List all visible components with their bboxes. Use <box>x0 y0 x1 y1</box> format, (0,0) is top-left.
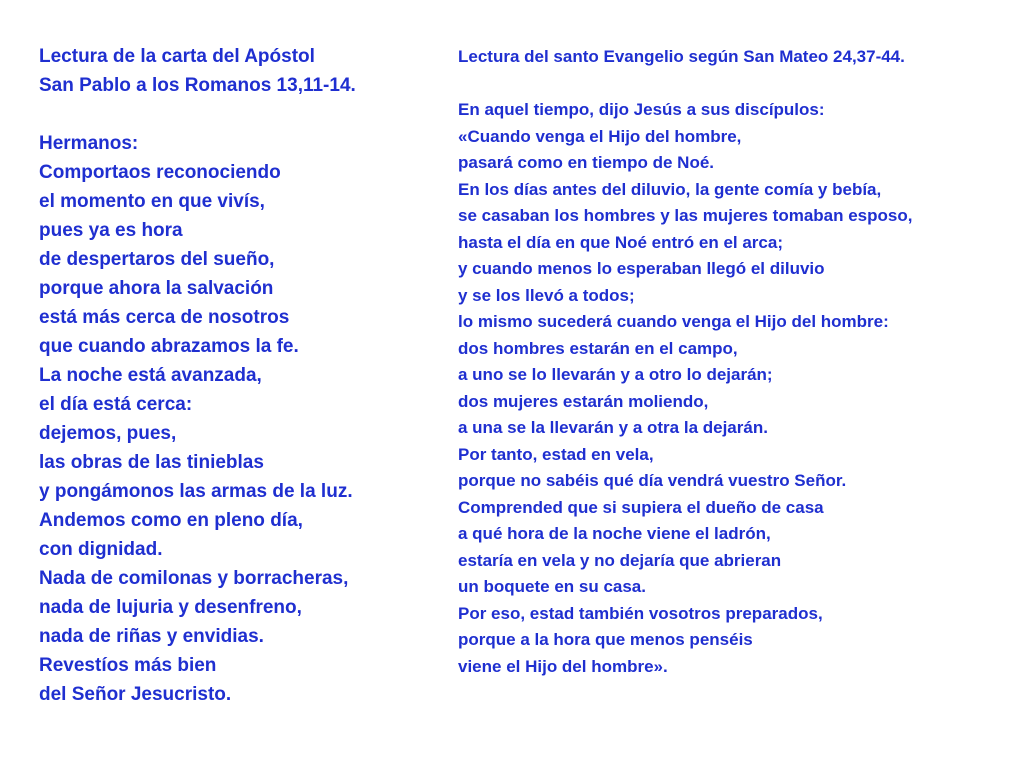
epistle-line: nada de riñas y envidias. <box>39 626 264 647</box>
epistle-line: el momento en que vivís, <box>39 191 265 212</box>
gospel-line: un boquete en su casa. <box>458 577 646 596</box>
gospel-line: estaría en vela y no dejaría que abrieran <box>458 550 782 570</box>
epistle-line: Nada de comilonas y borracheras, <box>39 568 349 589</box>
epistle-line: que cuando abrazamos la fe. <box>39 336 299 357</box>
epistle-line: y pongámonos las armas de la luz. <box>39 481 353 502</box>
gospel-line: y se los llevó a todos; <box>458 285 635 305</box>
epistle-body <box>39 129 439 709</box>
epistle-line: Comportaos reconociendo <box>39 162 281 183</box>
epistle-title-line: Lectura de la carta del Apóstol <box>39 46 315 67</box>
epistle-title <box>39 42 439 100</box>
epistle-line: Andemos como en pleno día, <box>39 510 303 531</box>
gospel-line: y cuando menos lo esperaban llegó el diluvio <box>458 259 825 278</box>
gospel-line: «Cuando venga el Hijo del hombre, <box>458 126 742 146</box>
gospel-line: se casaban los hombres y las mujeres tomaban esposo, <box>458 206 913 225</box>
gospel-line: lo mismo sucederá cuando venga el Hijo del hombre: <box>458 312 889 331</box>
gospel-line: pasará como en tiempo de Noé. <box>458 153 715 172</box>
epistle-line: está más cerca de nosotros <box>39 307 290 328</box>
gospel-line: dos hombres estarán en el campo, <box>458 338 738 358</box>
gospel-line: a uno se lo llevarán y a otro lo dejarán; <box>458 365 773 384</box>
gospel-line: a una se la llevarán y a otra la dejarán. <box>458 418 768 437</box>
gospel-line: hasta el día en que Noé entró en el arca; <box>458 232 783 252</box>
gospel-line: Por tanto, estad en vela, <box>458 444 654 464</box>
epistle-line: nada de lujuria y desenfreno, <box>39 597 302 618</box>
gospel-reading <box>458 44 1018 680</box>
epistle-line: el día está cerca: <box>39 394 193 415</box>
gospel-line: porque no sabéis qué día vendrá vuestro Señor. <box>458 471 847 490</box>
gospel-line: viene el Hijo del hombre». <box>458 656 668 676</box>
epistle-line: las obras de las tinieblas <box>39 452 264 473</box>
paragraph-gap <box>39 100 439 129</box>
gospel-body <box>458 97 1018 680</box>
epistle-title-line: San Pablo a los Romanos 13,11-14. <box>39 75 356 96</box>
gospel-line: dos mujeres estarán moliendo, <box>458 391 709 411</box>
epistle-reading <box>39 42 439 709</box>
epistle-line: del Señor Jesucristo. <box>39 684 232 705</box>
epistle-line: Revestíos más bien <box>39 655 217 676</box>
epistle-line: dejemos, pues, <box>39 423 177 444</box>
epistle-line: con dignidad. <box>39 539 163 560</box>
epistle-line: Hermanos: <box>39 133 139 154</box>
epistle-line: de despertaros del sueño, <box>39 249 275 270</box>
paragraph-gap <box>458 71 1018 98</box>
gospel-line: En aquel tiempo, dijo Jesús a sus discípulos: <box>458 100 825 119</box>
gospel-title: Lectura del santo Evangelio según San Mateo 24,37-44. <box>458 47 905 66</box>
gospel-line: Por eso, estad también vosotros preparados, <box>458 603 823 623</box>
gospel-line: Comprended que si supiera el dueño de casa <box>458 497 824 517</box>
epistle-line: La noche está avanzada, <box>39 365 262 386</box>
gospel-line: porque a la hora que menos penséis <box>458 630 753 649</box>
gospel-line: a qué hora de la noche viene el ladrón, <box>458 524 771 543</box>
epistle-line: pues ya es hora <box>39 220 183 241</box>
epistle-line: porque ahora la salvación <box>39 278 274 299</box>
gospel-line: En los días antes del diluvio, la gente comía y bebía, <box>458 179 882 199</box>
